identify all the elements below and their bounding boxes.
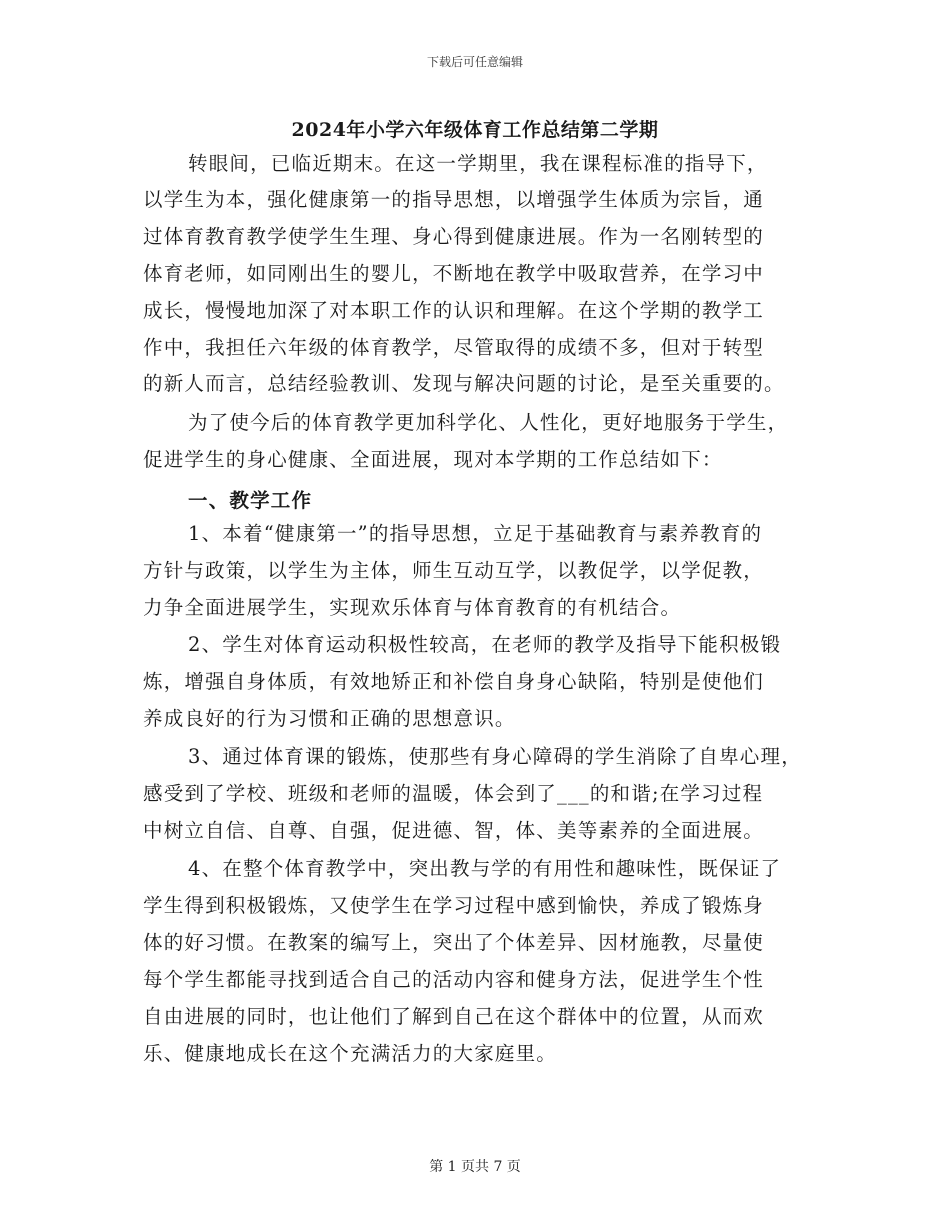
document-title: 2024年小学六年级体育工作总结第二学期	[291, 119, 659, 141]
page-footer: 第 1 页共 7 页	[429, 1159, 521, 1175]
page-header: 下载后可任意编辑	[426, 55, 523, 69]
paragraph-line: 自由进展的同时，也让他们了解到自己在这个群体中的位置，从而欢	[143, 1005, 765, 1028]
paragraph-line: 方针与政策，以学生为主体，师生互动互学，以教促学，以学促教，	[143, 559, 765, 582]
paragraph-line: 作中，我担任六年级的体育教学，尽管取得的成绩不多，但对于转型	[143, 336, 765, 359]
section-heading: 一、教学工作	[188, 489, 313, 512]
paragraph-line: 炼，增强自身体质，有效地矫正和补偿自身身心缺陷，特别是使他们	[143, 670, 765, 693]
paragraph-line: 过体育教育教学使学生生理、身心得到健康进展。作为一名刚转型的	[143, 225, 765, 248]
paragraph-line: 促进学生的身心健康、全面进展，现对本学期的工作总结如下：	[143, 448, 723, 471]
paragraph-line: 的新人而言，总结经验教训、发现与解决问题的讨论，是至关重要的。	[143, 372, 785, 395]
paragraph-line: 力争全面进展学生，实现欢乐体育与体育教育的有机结合。	[143, 596, 682, 619]
paragraph-line: 体育老师，如同刚出生的婴儿，不断地在教学中吸取营养，在学习中	[143, 262, 765, 285]
paragraph-line: 1、本着“健康第一”的指导思想，立足于基础教育与素养教育的	[188, 522, 763, 545]
paragraph-line: 成长，慢慢地加深了对本职工作的认识和理解。在这个学期的教学工	[143, 299, 765, 322]
paragraph-line: 3、通过体育课的锻炼，使那些有身心障碍的学生消除了自卑心理，	[188, 745, 802, 768]
paragraph-line: 每个学生都能寻找到适合自己的活动内容和健身方法，促进学生个性	[143, 968, 765, 991]
paragraph-line: 为了使今后的体育教学更加科学化、人性化，更好地服务于学生，	[188, 411, 789, 434]
paragraph-line: 体的好习惯。在教案的编写上，突出了个体差异、因材施教，尽量使	[143, 931, 765, 954]
paragraph-line: 学生得到积极锻炼，又使学生在学习过程中感到愉快，养成了锻炼身	[143, 894, 765, 917]
paragraph-line: 以学生为本，强化健康第一的指导思想，以增强学生体质为宗旨，通	[143, 188, 765, 211]
paragraph-line: 养成良好的行为习惯和正确的思想意识。	[143, 707, 516, 730]
paragraph-line: 乐、健康地成长在这个充满活力的大家庭里。	[143, 1042, 558, 1065]
paragraph-line: 感受到了学校、班级和老师的温暖，体会到了___的和谐;在学习过程	[143, 782, 764, 805]
paragraph-line: 转眼间，已临近期末。在这一学期里，我在课程标准的指导下，	[188, 152, 768, 175]
paragraph-line: 4、在整个体育教学中，突出教与学的有用性和趣味性，既保证了	[188, 857, 782, 880]
paragraph-line: 中树立自信、自尊、自强，促进德、智，体、美等素养的全面进展。	[143, 819, 765, 842]
paragraph-line: 2、学生对体育运动积极性较高，在老师的教学及指导下能积极锻	[188, 633, 782, 656]
